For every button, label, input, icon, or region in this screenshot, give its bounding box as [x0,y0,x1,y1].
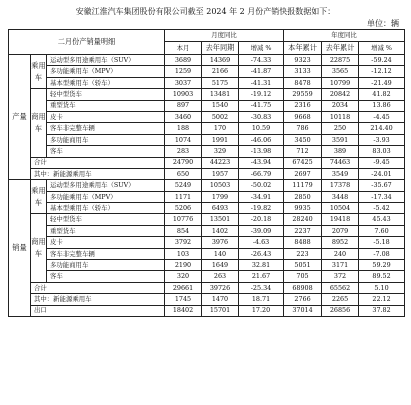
commercial-group-label: 商用车 [31,214,47,282]
cell-last-year-cumulative: 22875 [322,55,359,66]
cell-this-year-cumulative: 2766 [284,294,322,305]
row-label: 轻中型货车 [47,89,165,100]
row-label: 重型货车 [47,225,165,236]
cell-this-year-cumulative: 29559 [284,89,322,100]
row-label: 其中：新能源乘用车 [31,294,165,305]
row-label: 客车 [47,271,165,282]
cell-this-year-cumulative: 705 [284,271,322,282]
row-label: 客车 [47,146,165,157]
cell-month-growth: 21.67 [239,271,284,282]
sales-row [9,271,405,282]
header-last-year-cumulative: 去年累计 [322,42,359,55]
cell-last-year-cumulative: 389 [322,146,359,157]
cell-this-month: 3460 [165,111,202,122]
cell-month-growth: -43.94 [239,157,284,168]
cell-this-year-cumulative: 9668 [284,111,322,122]
cell-month-growth: -39.09 [239,225,284,236]
cell-this-month: 1259 [165,66,202,77]
cell-this-month: 10903 [165,89,202,100]
cell-last-year-same-period: 170 [202,123,239,134]
sales-row [9,191,405,202]
cell-last-year-cumulative: 10118 [322,111,359,122]
cell-month-growth: 32.81 [239,260,284,271]
cell-this-year-cumulative: 9935 [284,203,322,214]
cell-month-growth: -34.91 [239,191,284,202]
cell-this-month: 3792 [165,237,202,248]
cell-this-year-cumulative: 712 [284,146,322,157]
cell-month-growth: -25.34 [239,282,284,293]
cell-last-year-cumulative: 65562 [322,282,359,293]
sales-row [9,237,405,248]
cell-month-growth: -30.83 [239,111,284,122]
cell-month-growth: -74.33 [239,55,284,66]
row-label: 运动型多用途乘用车（SUV） [47,180,165,191]
row-label: 基本型乘用车（轿车） [47,203,165,214]
cell-last-year-same-period: 44223 [202,157,239,168]
cell-month-growth: -41.87 [239,66,284,77]
cell-last-year-same-period: 15701 [202,305,239,316]
cell-this-month: 854 [165,225,202,236]
cell-last-year-same-period: 3976 [202,237,239,248]
sales-row [9,203,405,214]
header-last-year-same-period: 去年同期 [202,42,239,55]
cell-last-year-same-period: 2166 [202,66,239,77]
cell-last-year-cumulative: 26856 [322,305,359,316]
cell-last-year-cumulative: 2034 [322,100,359,111]
cell-last-year-same-period: 1540 [202,100,239,111]
sales-row [9,248,405,259]
cell-last-year-same-period: 14369 [202,55,239,66]
cell-month-growth: -41.75 [239,100,284,111]
cell-last-year-cumulative: 240 [322,248,359,259]
cell-this-year-cumulative: 786 [284,123,322,134]
row-label: 其中：新能源乘用车 [31,168,165,179]
cell-this-year-cumulative: 9323 [284,55,322,66]
document-title: 安徽江淮汽车集团股份有限公司截至 2024 年 2 月份产销快报数据如下： [75,7,336,16]
cell-last-year-same-period: 13481 [202,89,239,100]
cell-year-growth: 59.29 [359,260,405,271]
cell-this-year-cumulative: 3133 [284,66,322,77]
header-year-growth: 增减 % [359,42,405,55]
cell-this-month: 3037 [165,77,202,88]
cell-year-growth: -24.01 [359,168,405,179]
cell-last-year-cumulative: 3171 [322,260,359,271]
cell-year-growth: -12.12 [359,66,405,77]
cell-this-month: 897 [165,100,202,111]
cell-this-year-cumulative: 2316 [284,100,322,111]
cell-last-year-same-period: 140 [202,248,239,259]
cell-this-month: 1171 [165,191,202,202]
sales-row [9,305,405,316]
production-row [9,134,405,145]
cell-last-year-cumulative: 74463 [322,157,359,168]
cell-last-year-same-period: 329 [202,146,239,157]
cell-this-year-cumulative: 223 [284,248,322,259]
row-label: 运动型多用途乘用车（SUV） [47,55,165,66]
cell-month-growth: -26.43 [239,248,284,259]
cell-this-month: 283 [165,146,202,157]
row-label: 基本型乘用车（轿车） [47,77,165,88]
header-this-month: 本月 [165,42,202,55]
sales-row [9,214,405,225]
production-row [9,157,405,168]
row-label: 客车非完整车辆 [47,248,165,259]
commercial-group-label: 商用车 [31,89,47,157]
cell-last-year-same-period: 6493 [202,203,239,214]
cell-last-year-same-period: 1402 [202,225,239,236]
cell-month-growth: -19.82 [239,203,284,214]
cell-this-month: 650 [165,168,202,179]
cell-this-month: 1074 [165,134,202,145]
cell-this-month: 24790 [165,157,202,168]
cell-year-growth: 7.60 [359,225,405,236]
cell-this-year-cumulative: 68908 [284,282,322,293]
cell-year-growth: 214.40 [359,123,405,134]
cell-last-year-same-period: 1649 [202,260,239,271]
cell-month-growth: 10.59 [239,123,284,134]
cell-this-month: 188 [165,123,202,134]
cell-year-growth: -5.42 [359,203,405,214]
cell-month-growth: -19.12 [239,89,284,100]
cell-month-growth: -41.31 [239,77,284,88]
header-month-growth: 增减 % [239,42,284,55]
cell-last-year-same-period: 5175 [202,77,239,88]
cell-last-year-cumulative: 17378 [322,180,359,191]
production-row [9,77,405,88]
row-label: 皮卡 [47,237,165,248]
cell-last-year-cumulative: 372 [322,271,359,282]
production-sales-table [8,29,405,317]
cell-last-year-same-period: 263 [202,271,239,282]
cell-last-year-cumulative: 20842 [322,89,359,100]
cell-this-year-cumulative: 8488 [284,237,322,248]
cell-year-growth: -5.18 [359,237,405,248]
header-year-group: 年度同比 [284,30,405,42]
sales-section-label: 销量 [9,180,31,317]
cell-this-month: 3689 [165,55,202,66]
cell-year-growth: -7.08 [359,248,405,259]
production-row [9,55,405,66]
cell-last-year-same-period: 39726 [202,282,239,293]
production-row [9,100,405,111]
cell-month-growth: -4.63 [239,237,284,248]
cell-last-year-cumulative: 3565 [322,66,359,77]
cell-this-month: 1745 [165,294,202,305]
cell-month-growth: -13.98 [239,146,284,157]
cell-this-year-cumulative: 2697 [284,168,322,179]
production-row [9,123,405,134]
cell-this-year-cumulative: 11179 [284,180,322,191]
cell-last-year-same-period: 5002 [202,111,239,122]
cell-last-year-same-period: 1470 [202,294,239,305]
production-row [9,89,405,100]
sales-row [9,294,405,305]
sales-row [9,260,405,271]
cell-last-year-cumulative: 3448 [322,191,359,202]
cell-year-growth: 45.43 [359,214,405,225]
cell-last-year-cumulative: 19418 [322,214,359,225]
cell-year-growth: 37.82 [359,305,405,316]
header-this-year-cumulative: 本年累计 [284,42,322,55]
header-corner: 二月份产销量明细 [9,30,165,55]
cell-year-growth: 13.86 [359,100,405,111]
cell-this-year-cumulative: 8478 [284,77,322,88]
passenger-group-label: 乘用车 [31,180,47,214]
cell-month-growth: -20.18 [239,214,284,225]
cell-last-year-cumulative: 2265 [322,294,359,305]
cell-this-year-cumulative: 2237 [284,225,322,236]
cell-last-year-same-period: 1957 [202,168,239,179]
cell-this-month: 18402 [165,305,202,316]
row-label: 合计 [31,282,165,293]
row-label: 多功能乘用车（MPV） [47,66,165,77]
cell-this-month: 103 [165,248,202,259]
cell-last-year-same-period: 1991 [202,134,239,145]
cell-this-year-cumulative: 37014 [284,305,322,316]
cell-year-growth: -21.49 [359,77,405,88]
cell-year-growth: -9.45 [359,157,405,168]
cell-this-month: 320 [165,271,202,282]
row-label: 合计 [31,157,165,168]
production-section-label: 产量 [9,55,31,180]
cell-year-growth: 5.10 [359,282,405,293]
cell-this-month: 29661 [165,282,202,293]
cell-last-year-cumulative: 250 [322,123,359,134]
row-label: 客车非完整车辆 [47,123,165,134]
cell-year-growth: -3.93 [359,134,405,145]
cell-month-growth: -66.79 [239,168,284,179]
cell-this-year-cumulative: 67425 [284,157,322,168]
cell-this-month: 2190 [165,260,202,271]
row-label: 出口 [31,305,165,316]
cell-last-year-cumulative: 3591 [322,134,359,145]
passenger-group-label: 乘用车 [31,55,47,89]
cell-last-year-cumulative: 10799 [322,77,359,88]
cell-last-year-same-period: 13501 [202,214,239,225]
cell-year-growth: 83.03 [359,146,405,157]
cell-this-year-cumulative: 3450 [284,134,322,145]
row-label: 轻中型货车 [47,214,165,225]
cell-this-month: 5206 [165,203,202,214]
row-label: 多功能商用车 [47,260,165,271]
cell-month-growth: 17.20 [239,305,284,316]
header-row-1 [9,30,405,42]
sales-row [9,225,405,236]
cell-this-month: 5249 [165,180,202,191]
production-row [9,168,405,179]
sales-row [9,282,405,293]
cell-year-growth: -4.45 [359,111,405,122]
cell-this-year-cumulative: 5051 [284,260,322,271]
cell-year-growth: -59.24 [359,55,405,66]
cell-year-growth: 89.52 [359,271,405,282]
row-label: 多功能商用车 [47,134,165,145]
cell-year-growth: -17.34 [359,191,405,202]
row-label: 皮卡 [47,111,165,122]
header-month-group: 月度同比 [165,30,284,42]
cell-last-year-cumulative: 2079 [322,225,359,236]
cell-this-year-cumulative: 28240 [284,214,322,225]
production-row [9,66,405,77]
cell-this-month: 10776 [165,214,202,225]
cell-year-growth: 41.82 [359,89,405,100]
production-row [9,146,405,157]
production-row [9,111,405,122]
cell-last-year-cumulative: 10504 [322,203,359,214]
row-label: 多功能乘用车（MPV） [47,191,165,202]
cell-last-year-cumulative: 8952 [322,237,359,248]
cell-year-growth: -35.67 [359,180,405,191]
cell-this-year-cumulative: 2850 [284,191,322,202]
unit-label: 单位：辆 [367,19,399,28]
cell-last-year-same-period: 1799 [202,191,239,202]
sales-row [9,180,405,191]
cell-last-year-same-period: 10503 [202,180,239,191]
cell-year-growth: 22.12 [359,294,405,305]
row-label: 重型货车 [47,100,165,111]
cell-month-growth: 18.71 [239,294,284,305]
cell-month-growth: -50.02 [239,180,284,191]
cell-month-growth: -46.06 [239,134,284,145]
cell-last-year-cumulative: 3549 [322,168,359,179]
